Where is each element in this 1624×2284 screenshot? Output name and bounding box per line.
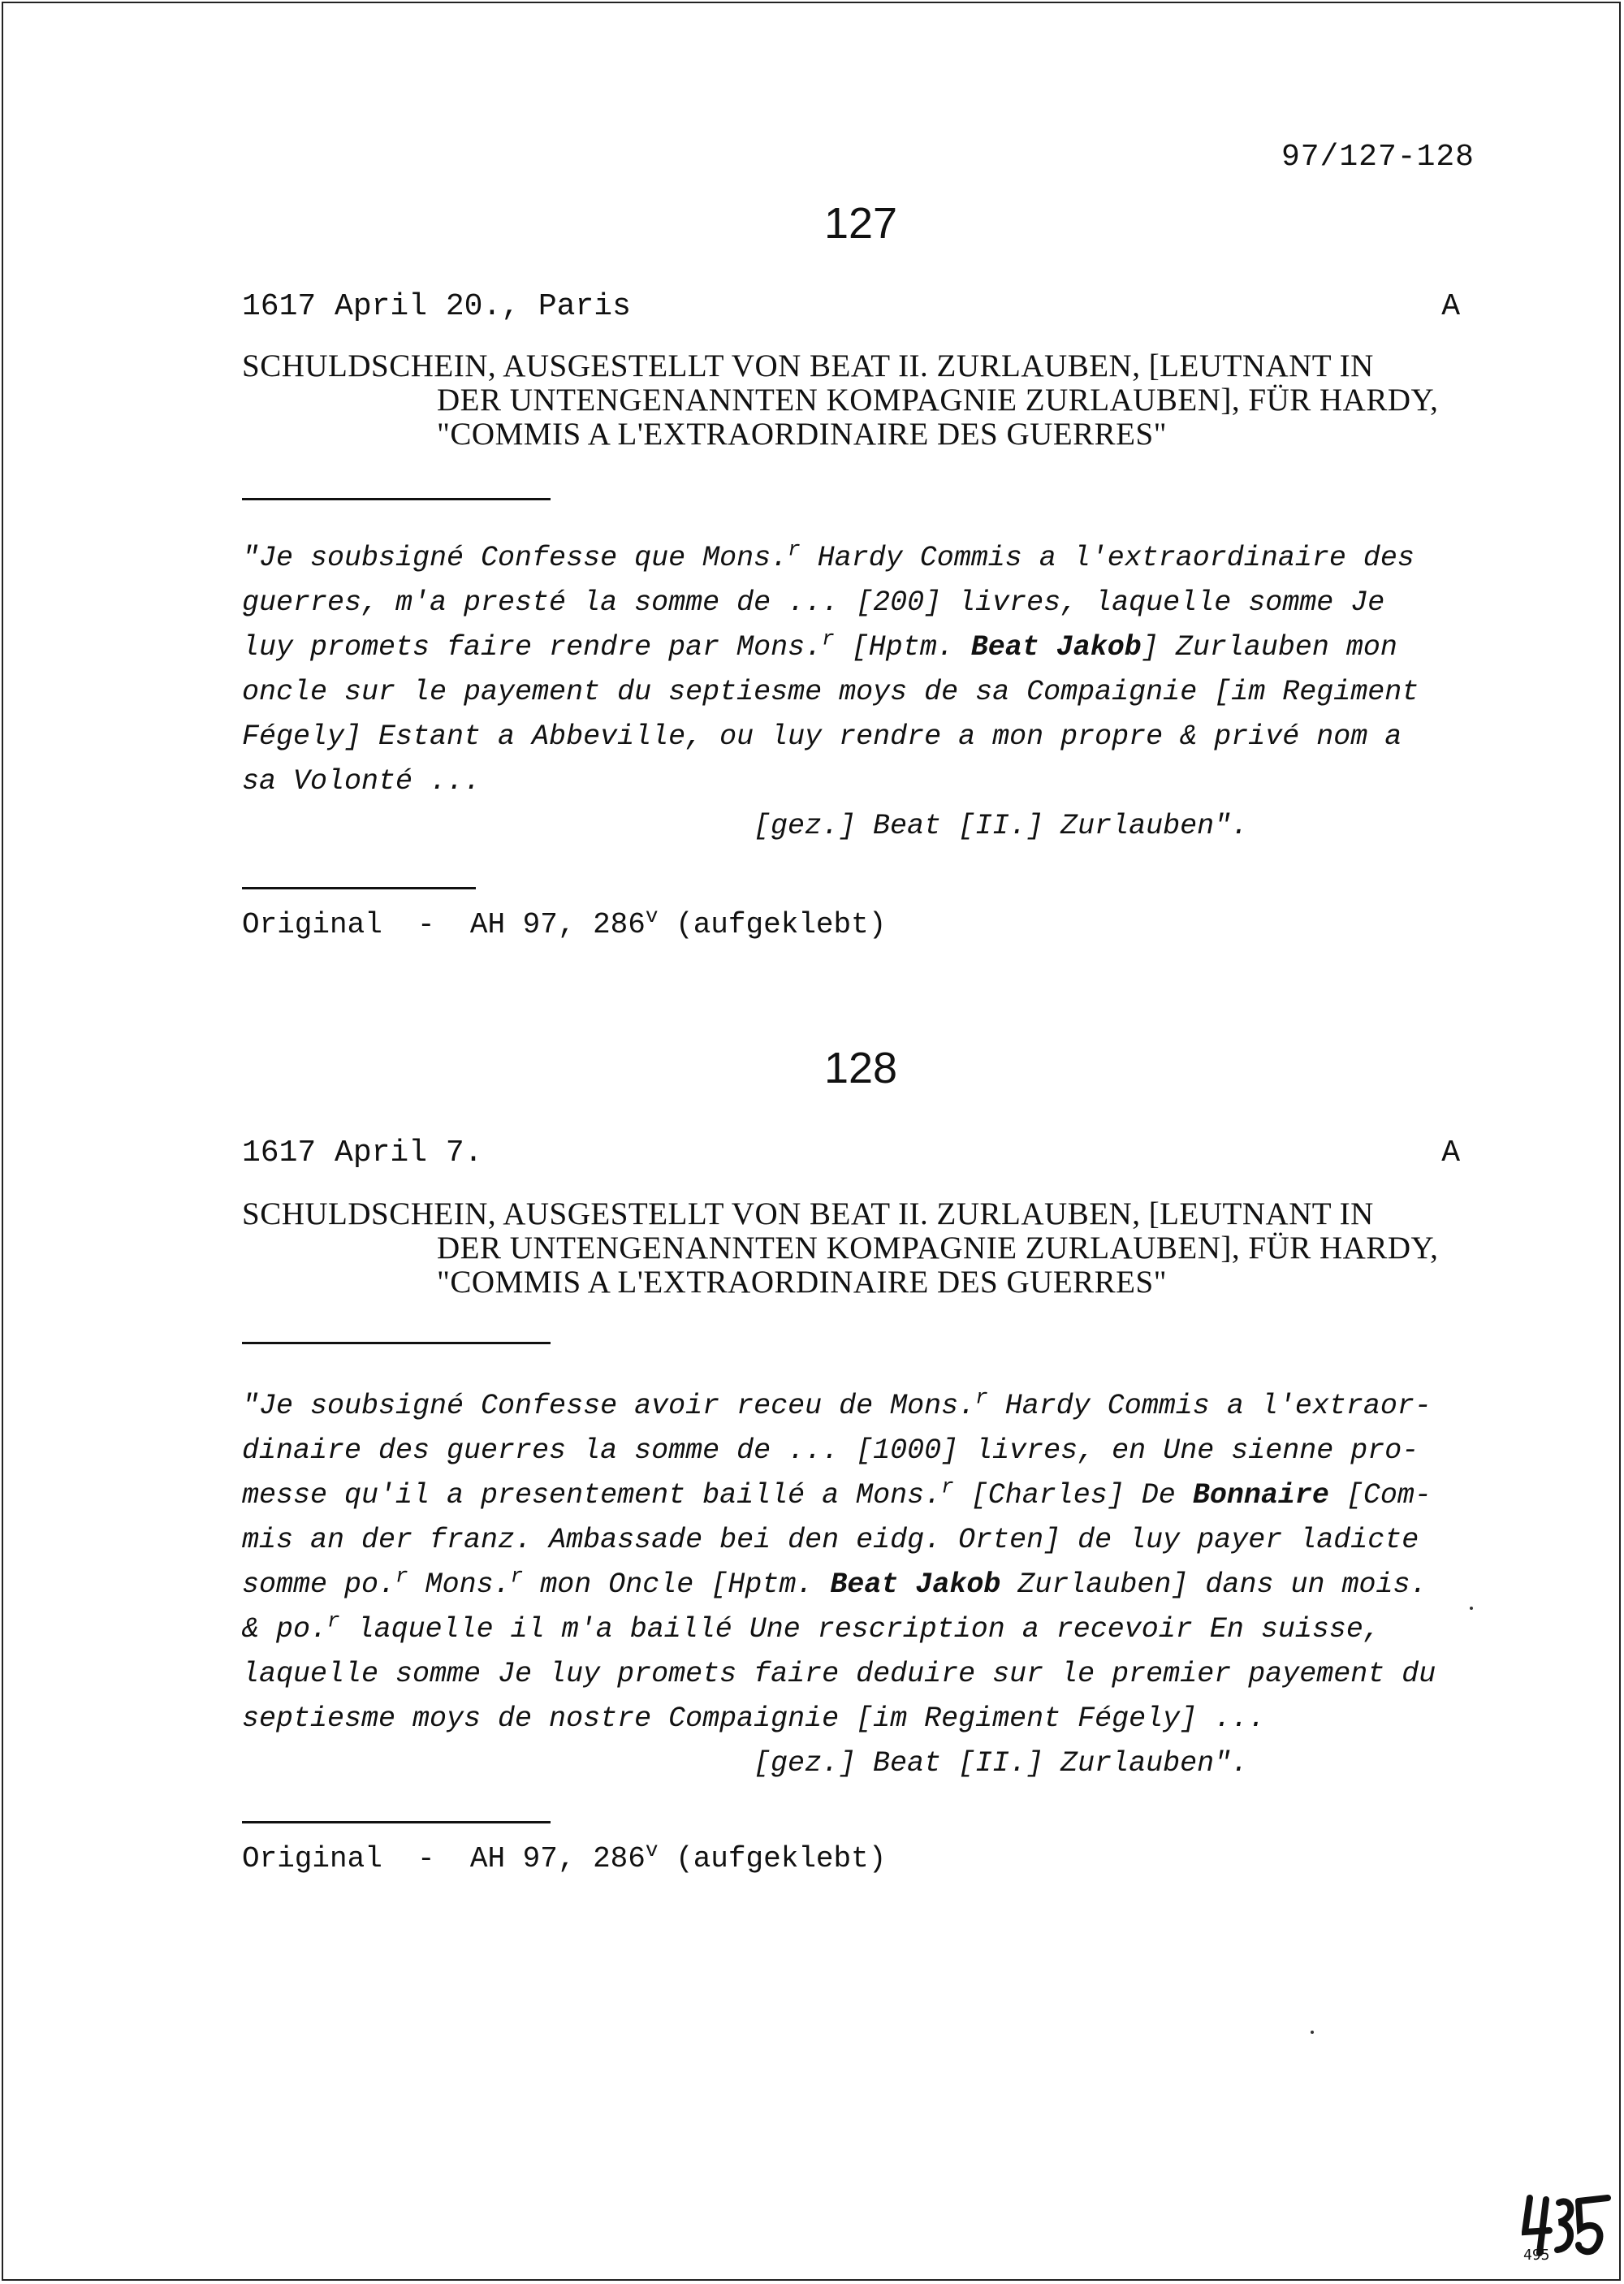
quote-line: luy promets faire rendre par Mons.$^r$ [Hptm. Beat Jakob] Zurlauben mon [242,626,1397,664]
quote-line: Fégely] Estant a Abbeville, ou luy rendre a mon propre & privé nom a [242,720,1402,753]
page-reference: 97/127-128 [1281,140,1475,175]
heading-line: DER UNTENGENANNTEN KOMPAGNIE ZURLAUBEN], FÜR HARDY, [437,1231,1439,1265]
quote-line: mis an der franz. Ambassade bei den eidg. Orten] de luy payer ladicte [242,1524,1419,1556]
quote-line: messe qu'il a presentement baillé a Mons.$^r$ [Charles] De Bonnaire [Com- [242,1474,1432,1512]
entry-heading-128 [242,1197,1476,1300]
quote-line: guerres, m'a presté la somme de ... [200] livres, laquelle somme Je [242,586,1385,619]
quote-line: "Je soubsigné Confesse avoir receu de Mons.$^r$ Hardy Commis a l'extraor- [242,1385,1432,1422]
original-source-128: Original - AH 97, 286$^v$ (aufgeklebt) [242,1838,887,1875]
quote-text-128 [242,1384,1484,1786]
handwritten-folio-mark [1522,2182,1611,2263]
speck [1470,1607,1473,1610]
dateline-letter: A [1441,1136,1460,1170]
heading-line: DER UNTENGENANNTEN KOMPAGNIE ZURLAUBEN], FÜR HARDY, [437,383,1439,417]
quote-line: & po.$^r$ laquelle il m'a baillé Une rescription a recevoir En suisse, [242,1608,1380,1646]
quote-line: laquelle somme Je luy promets faire deduire sur le premier payement du [242,1658,1436,1690]
entry-number-127: 127 [823,199,898,248]
entry-dateline-128 [242,1136,1460,1170]
dateline-letter: A [1441,289,1460,324]
quote-text-127 [242,536,1484,849]
heading-line: "COMMIS A L'EXTRAORDINAIRE DES GUERRES" [437,417,1168,452]
signature-line: [gez.] Beat [II.] Zurlauben". [754,810,1249,842]
heading-line: SCHULDSCHEIN, AUSGESTELLT VON BEAT II. ZURLAUBEN, [LEUTNANT IN [242,348,1374,383]
quote-line: dinaire des guerres la somme de ... [1000] livres, en Une sienne pro- [242,1434,1419,1467]
section-rule [242,887,476,889]
quote-line: septiesme moys de nostre Compaignie [im Regiment Fégely] ... [242,1702,1266,1735]
section-rule [242,1821,551,1823]
entry-number-128: 128 [823,1044,898,1092]
heading-line: "COMMIS A L'EXTRAORDINAIRE DES GUERRES" [437,1265,1168,1300]
quote-line: sa Volonté ... [242,765,482,798]
heading-line: SCHULDSCHEIN, AUSGESTELLT VON BEAT II. ZURLAUBEN, [LEUTNANT IN [242,1196,1374,1231]
dateline-text: 1617 April 20., Paris [242,289,631,324]
quote-line: "Je soubsigné Confesse que Mons.$^r$ Hardy Commis a l'extraordinaire des [242,537,1415,574]
signature-line: [gez.] Beat [II.] Zurlauben". [754,1747,1249,1780]
dateline-text: 1617 April 7. [242,1136,483,1170]
quote-line: oncle sur le payement du septiesme moys de sa Compaignie [im Regiment [242,676,1419,708]
stamp-text: 495 [1523,2247,1550,2263]
quote-line: somme po.$^r$ Mons.$^r$ mon Oncle [Hptm. Beat Jakob Zurlauben] dans un mois. [242,1564,1427,1601]
entry-heading-127 [242,349,1476,452]
entry-dateline-127 [242,289,1460,324]
speck [1311,2031,1314,2034]
original-source-127: Original - AH 97, 286$^v$ (aufgeklebt) [242,904,887,941]
section-rule [242,498,551,500]
section-rule [242,1342,551,1344]
